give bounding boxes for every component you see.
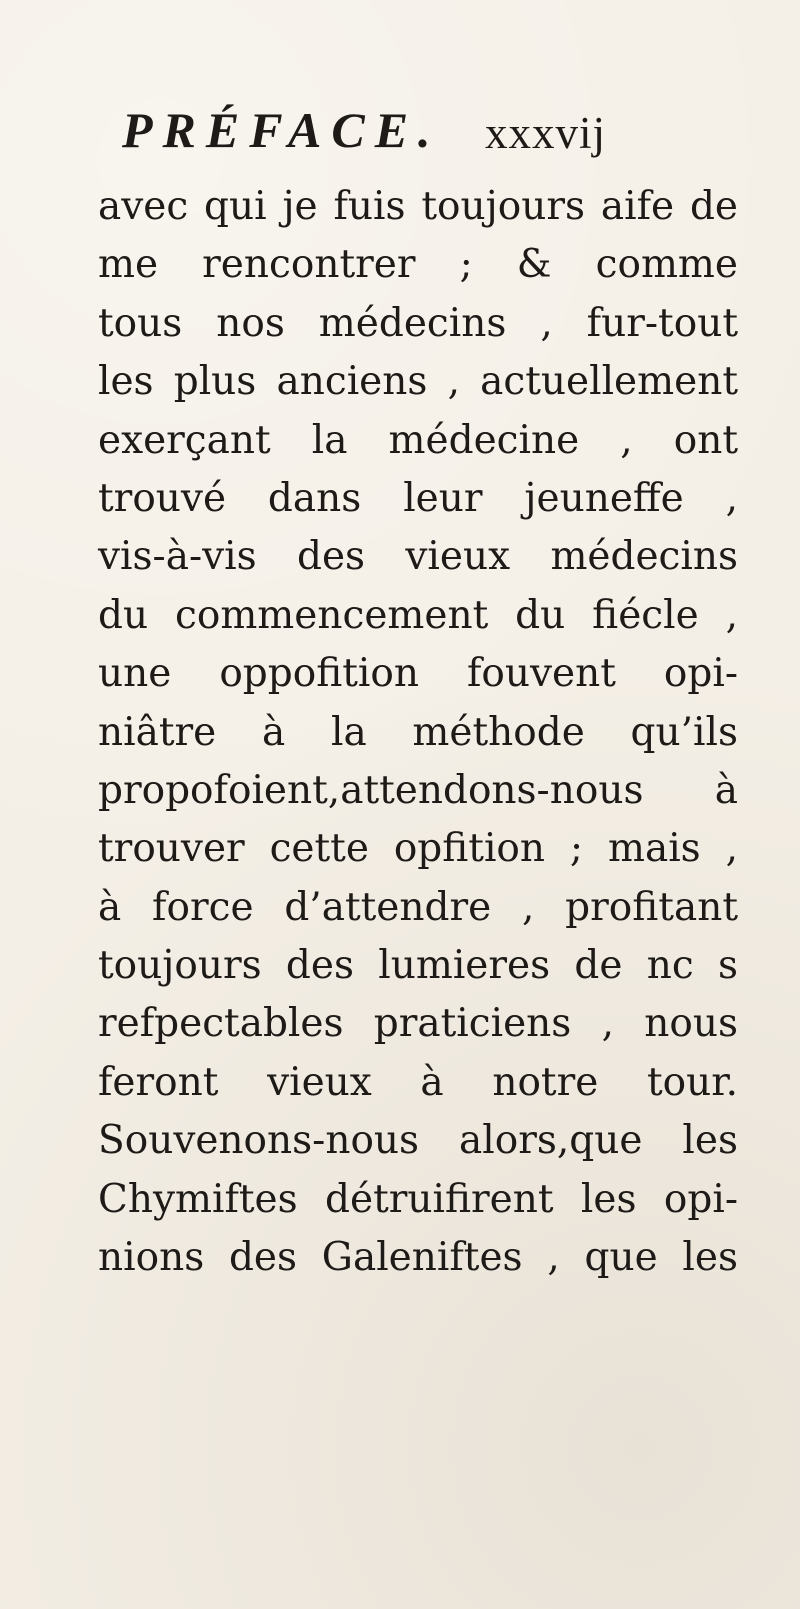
running-head [0,100,800,170]
text-line: tous nos médecins , fur-tout [98,300,738,346]
body-text [98,178,738,1348]
text-line: une oppofition fouvent opi- [98,651,738,697]
text-line: propofoient,attendons-nous à [98,767,738,813]
text-line: trouvé dans leur jeuneffe , [98,475,738,521]
text-line: trouver cette opfition ; mais , [98,826,738,872]
text-line: Chymiftes détruifirent les opi- [98,1176,738,1222]
text-line: avec qui je fuis toujours aife de [98,184,738,229]
page-number: xxxvij [485,108,607,158]
text-line: exerçant la médecine , ont [98,417,738,463]
text-line: me rencontrer ; & comme [98,242,738,288]
text-line: du commencement du fiécle , [98,592,738,638]
text-line: Souvenons-nous alors,que les [98,1118,738,1164]
running-head-title: PRÉFACE. [122,102,441,158]
text-line: les plus anciens , actuellement [98,359,738,405]
text-line: toujours des lumieres de nc s [98,943,738,989]
text-line: niâtre à la méthode qu’ils [98,709,738,755]
text-line: vis-à-vis des vieux médecins [98,534,738,580]
text-line: à force d’attendre , profitant [98,884,738,930]
text-line: refpectables praticiens , nous [98,1001,738,1047]
text-line: feront vieux à notre tour. [98,1059,738,1105]
text-line: nions des Galeniftes , que les [98,1235,738,1281]
